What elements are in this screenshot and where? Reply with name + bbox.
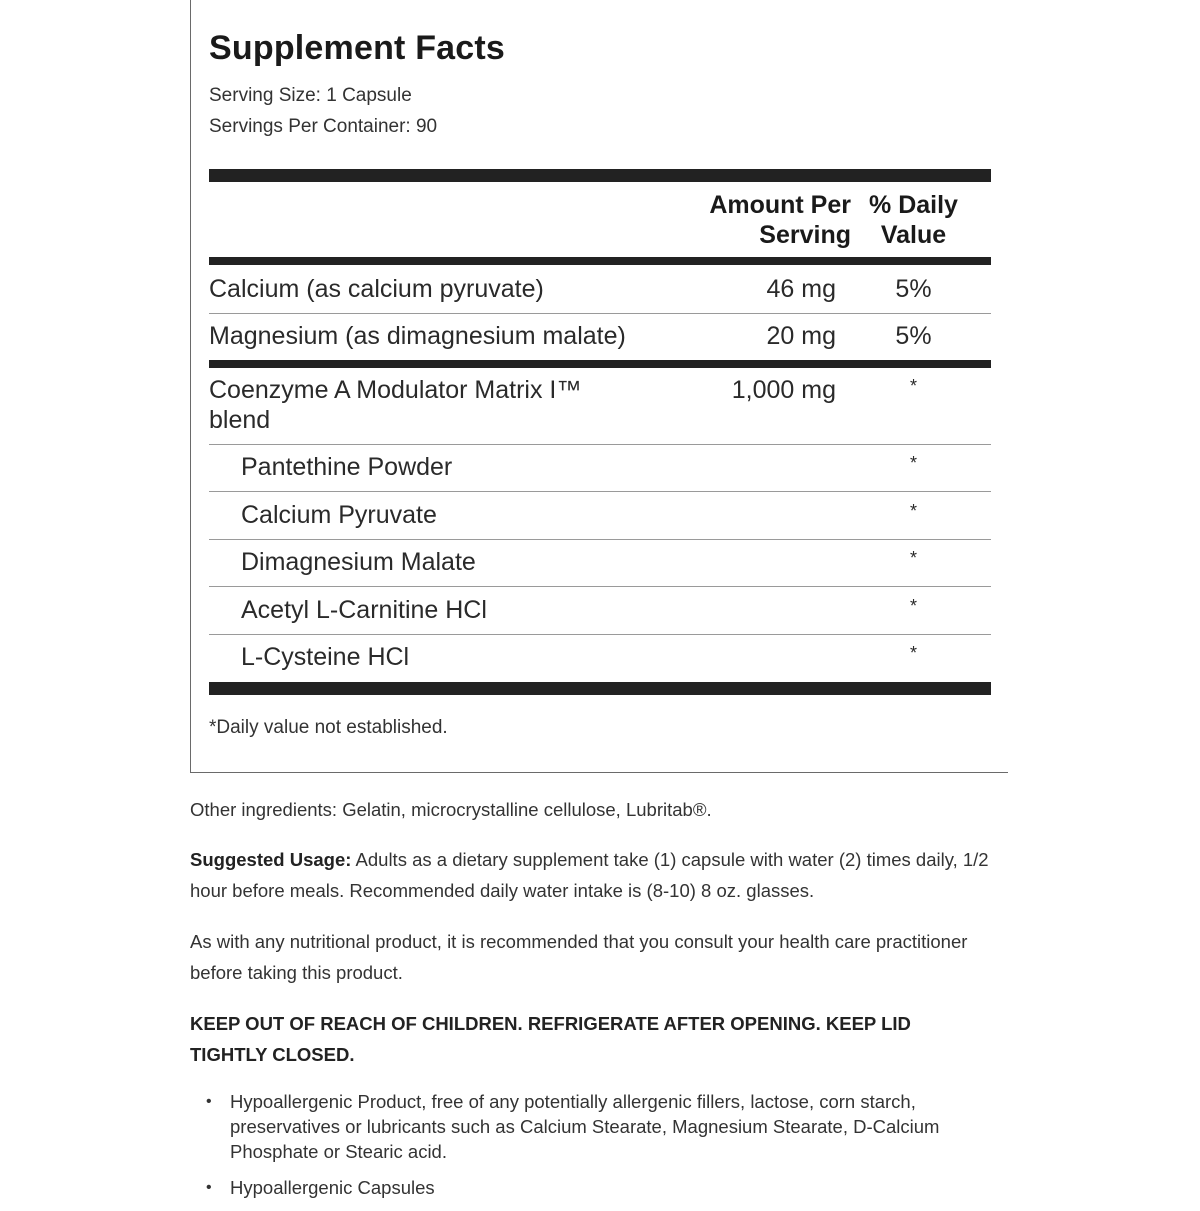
- row-divider: [209, 313, 991, 314]
- bullet-icon: •: [206, 1179, 212, 1196]
- blend-name: [209, 375, 581, 435]
- other-ingredients: Other ingredients: Gelatin, microcrystalline cellulose, Lubritab®.: [190, 799, 712, 820]
- thick-divider-top: [209, 169, 991, 182]
- header-daily-value: [856, 190, 971, 250]
- nutrient-name-calcium: Calcium (as calcium pyruvate): [209, 275, 544, 303]
- thick-divider-bottom: [209, 682, 991, 695]
- warning-text: KEEP OUT OF REACH OF CHILDREN. REFRIGERATE AFTER OPENING. KEEP LID TIGHTLY CLOSED.: [190, 1013, 911, 1065]
- features-list: [190, 1089, 1005, 1211]
- facts-title: Supplement Facts: [209, 29, 506, 67]
- header-dv-line1: % Daily: [869, 191, 958, 219]
- feature-text: Hypoallergenic Capsules: [230, 1177, 435, 1198]
- consult-note: As with any nutritional product, it is recommended that you consult your health care practitioner before taking this product.: [190, 931, 968, 983]
- bullet-icon: •: [206, 1093, 212, 1110]
- blend-name-line2: blend: [209, 406, 271, 434]
- servings-per-container: Servings Per Container: 90: [209, 116, 438, 137]
- blend-item-dv: *: [909, 501, 917, 521]
- blend-item-pantethine: Pantethine Powder: [241, 453, 453, 481]
- blend-item-dv: *: [909, 596, 917, 616]
- header-amount-line2: Serving: [759, 221, 851, 249]
- list-item: [190, 1089, 1005, 1164]
- thick-divider-blend: [209, 360, 991, 368]
- thick-divider-header: [209, 257, 991, 265]
- feature-text: Hypoallergenic Product, free of any potentially allergenic fillers, lactose, corn starch, preservatives or lubricants such as Calcium Stearate, Magnesium Stearate, D-Calcium Phosphate or Stearic acid.: [230, 1091, 940, 1162]
- blend-item-acetyl-l-carnitine: Acetyl L-Carnitine HCl: [241, 596, 487, 624]
- blend-item-dv: *: [909, 643, 917, 663]
- row-divider: [209, 539, 991, 540]
- suggested-usage: [190, 844, 990, 906]
- nutrient-name-magnesium: Magnesium (as dimagnesium malate): [209, 322, 626, 350]
- daily-value-footnote: *Daily value not established.: [209, 717, 448, 738]
- blend-item-calcium-pyruvate: Calcium Pyruvate: [241, 501, 437, 529]
- blend-item-dv: *: [909, 548, 917, 568]
- header-amount-per-serving: [671, 190, 851, 250]
- row-divider: [209, 634, 991, 635]
- row-divider: [209, 444, 991, 445]
- nutrient-amount-magnesium: 20 mg: [766, 322, 836, 350]
- nutrient-dv-calcium: 5%: [895, 275, 932, 303]
- blend-dv: *: [909, 376, 917, 396]
- row-divider: [209, 586, 991, 587]
- supplement-facts-panel: [190, 0, 1008, 773]
- serving-size: Serving Size: 1 Capsule: [209, 85, 412, 106]
- suggested-usage-text: Adults as a dietary supplement take (1) capsule with water (2) times daily, 1/2 hour before meals. Recommended daily water intake is (8-10) 8 oz. glasses.: [190, 849, 989, 901]
- header-amount-line1: Amount Per: [709, 191, 851, 219]
- blend-name-line1: Coenzyme A Modulator Matrix I™: [209, 376, 582, 404]
- nutrient-amount-calcium: 46 mg: [766, 275, 836, 303]
- nutrient-dv-magnesium: 5%: [895, 322, 932, 350]
- suggested-usage-label: Suggested Usage:: [190, 849, 352, 870]
- blend-item-dv: *: [909, 453, 917, 473]
- blend-amount: 1,000 mg: [731, 376, 836, 404]
- blend-item-dimagnesium-malate: Dimagnesium Malate: [241, 548, 476, 576]
- header-dv-line2: Value: [880, 221, 947, 249]
- row-divider: [209, 491, 991, 492]
- blend-item-l-cysteine: L-Cysteine HCl: [241, 643, 410, 671]
- list-item: [190, 1175, 1005, 1200]
